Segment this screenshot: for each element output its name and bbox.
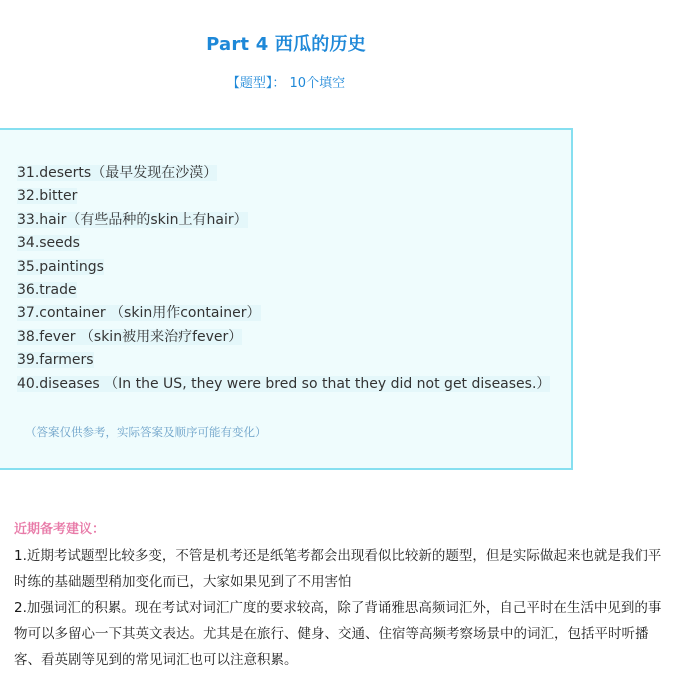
answer-box	[0, 128, 573, 470]
answer-disclaimer: （答案仅供参考，实际答案及顺序可能有变化）	[25, 425, 267, 439]
page-title: Part 4 西瓜的历史	[206, 34, 366, 55]
answer-item-39: 39.farmers	[17, 352, 94, 369]
answer-list	[17, 162, 550, 396]
prep-advice-section	[14, 518, 664, 673]
answer-item-34: 34.seeds	[17, 235, 80, 252]
answer-item-31: 31.deserts（最早发现在沙漠）	[17, 165, 218, 181]
advice-paragraph-1: 1.近期考试题型比较多变，不管是机考还是纸笔考都会出现看似比较新的题型，但是实际做起来也就是我们平时练的基础题型稍加变化而已，大家如果见到了不用害怕	[14, 548, 662, 590]
answer-item-33: 33.hair（有些品种的skin上有hair）	[17, 211, 248, 228]
answer-item-32: 32.bitter	[17, 188, 78, 205]
answer-item-37: 37.container （skin用作container）	[17, 305, 261, 322]
advice-heading: 近期备考建议：	[14, 522, 106, 537]
answer-item-35: 35.paintings	[17, 258, 104, 275]
answer-item-36: 36.trade	[17, 281, 77, 298]
question-type-label: 【题型】： 10个填空	[226, 76, 346, 91]
advice-paragraph-2: 2.加强词汇的积累。现在考试对词汇广度的要求较高，除了背诵雅思高频词汇外，自己平时在生活中见到的事物可以多留心一下其英文表达。尤其是在旅行、健身、交通、住宿等高频考察场景中的词汇，包括平时听播客、看英剧等见到的常见词汇也可以注意积累。	[14, 600, 662, 668]
answer-item-38: 38.fever （skin被用来治疗fever）	[17, 328, 243, 345]
answer-item-40: 40.diseases （In the US, they were bred so that they did not get diseases.）	[17, 375, 551, 392]
